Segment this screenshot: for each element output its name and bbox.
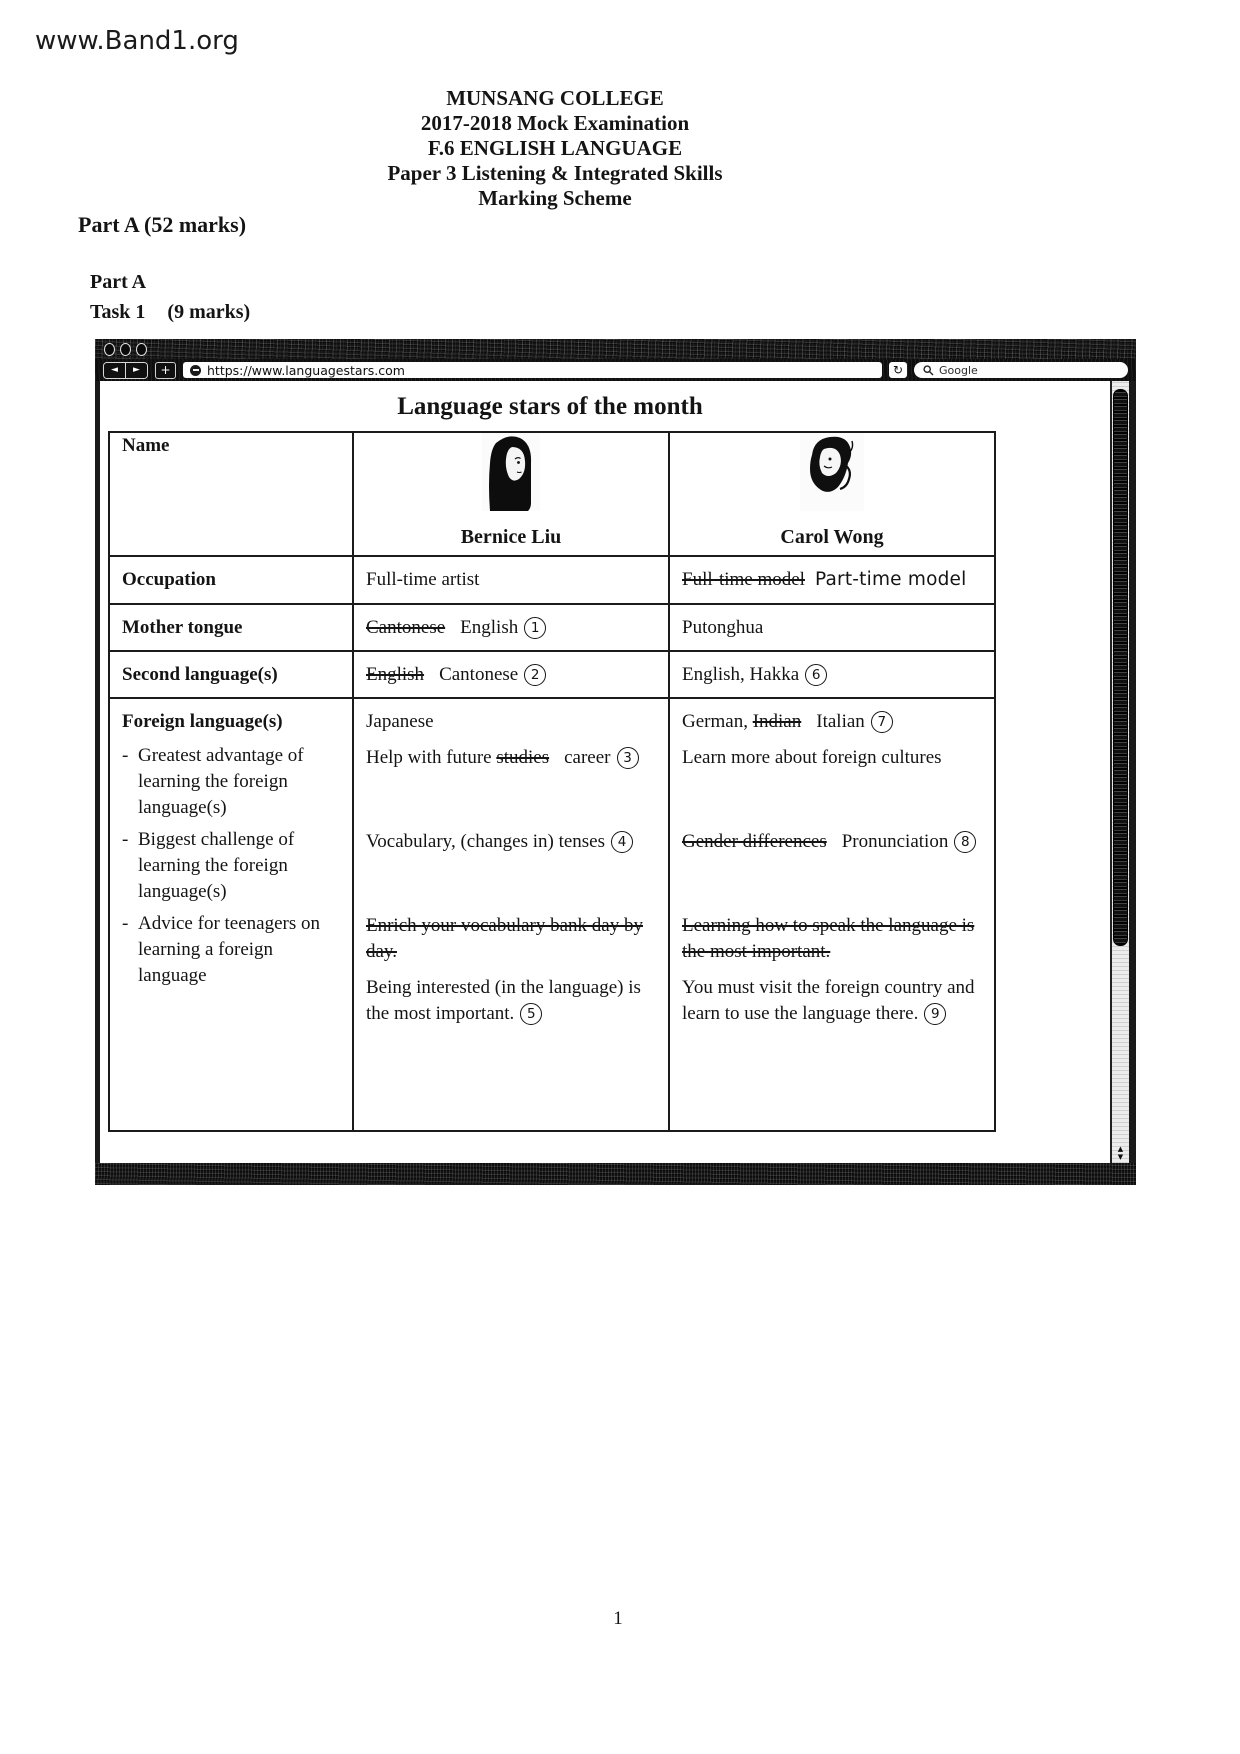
- bernice-advice: [366, 975, 656, 1027]
- school-name: MUNSANG COLLEGE: [446, 86, 664, 110]
- language-stars-table: [108, 431, 996, 1132]
- bullet-text: Biggest challenge of learning the foreign language(s): [138, 829, 295, 902]
- answer-text: You must visit the foreign country and learn to use the language there.: [682, 977, 975, 1024]
- add-bookmark-button[interactable]: +: [155, 362, 176, 379]
- answer-text: Pronunciation: [841, 831, 949, 852]
- answer-text: Cantonese: [439, 663, 519, 685]
- carol-foreign-languages: [682, 709, 982, 735]
- struck-text: Cantonese: [366, 616, 446, 638]
- search-engine-label: Google: [939, 363, 978, 377]
- answer-number: 1: [524, 617, 546, 639]
- answer-number: 7: [871, 711, 893, 733]
- carol-advice-struck: Learning how to speak the language is the most important.: [682, 915, 975, 962]
- forward-button[interactable]: ►: [125, 363, 147, 378]
- answer-number: 5: [520, 1003, 542, 1025]
- carol-advantage: Learn more about foreign cultures: [682, 747, 942, 768]
- bullet-advantage: [122, 743, 340, 821]
- scheme-name: Marking Scheme: [478, 186, 632, 210]
- bullet-dash: -: [122, 913, 129, 934]
- foreign-language-label: Foreign language(s): [122, 711, 283, 732]
- struck-text: Indian: [752, 711, 802, 732]
- table-row-mother-tongue: [109, 604, 995, 651]
- foreign-language-bernice-cell: [353, 698, 669, 1131]
- answer-number: 9: [924, 1003, 946, 1025]
- search-icon: [923, 365, 934, 376]
- bernice-photo: [482, 433, 540, 511]
- browser-window: [95, 339, 1136, 1185]
- answer-text: English, Hakka: [682, 663, 800, 685]
- mother-tongue-label: Mother tongue: [109, 604, 353, 651]
- reload-button[interactable]: ↻: [889, 362, 907, 378]
- browser-bottombar: [95, 1163, 1136, 1185]
- bernice-advice-struck: Enrich your vocabulary bank day by day.: [366, 915, 643, 962]
- subject-name: F.6 ENGLISH LANGUAGE: [427, 136, 683, 160]
- bullet-dash: -: [122, 829, 129, 850]
- answer-text: Help with future: [366, 747, 492, 768]
- search-field[interactable]: [914, 362, 1128, 378]
- bernice-advantage: [366, 745, 656, 771]
- answer-number: 4: [611, 831, 633, 853]
- window-close-button[interactable]: [104, 343, 115, 356]
- person-cell-bernice: [353, 432, 669, 556]
- bullet-text: Advice for teenagers on learning a foreign language: [138, 913, 321, 986]
- person-name: Bernice Liu: [460, 526, 562, 548]
- table-row-foreign-language: [109, 698, 995, 1131]
- foreign-language-carol-cell: [669, 698, 995, 1131]
- exam-name: 2017-2018 Mock Examination: [420, 111, 690, 135]
- watermark: www.Band1.org: [35, 26, 239, 56]
- answer-text: career: [564, 747, 611, 768]
- task-label: Task 1: [90, 301, 146, 323]
- scrollbar-thumb[interactable]: [1113, 389, 1128, 946]
- struck-text: English: [366, 663, 425, 685]
- occupation-carol: [669, 556, 995, 604]
- table-row-occupation: [109, 556, 995, 604]
- window-minimize-button[interactable]: [120, 343, 131, 356]
- answer-text: English: [460, 616, 519, 638]
- vertical-scrollbar[interactable]: [1110, 381, 1129, 1163]
- struck-text: studies: [496, 747, 550, 768]
- page-title: Language stars of the month: [397, 393, 703, 420]
- struck-text: Gender differences: [682, 831, 827, 852]
- table-row-name: [109, 432, 995, 556]
- paper-name: Paper 3 Listening & Integrated Skills: [387, 161, 723, 185]
- answer-text: Vocabulary, (changes in) tenses: [366, 831, 606, 852]
- occupation-bernice: Full-time artist: [353, 556, 669, 604]
- answer-text: German,: [682, 711, 748, 732]
- window-controls: [104, 343, 147, 356]
- site-icon: [190, 365, 201, 376]
- page-number: 1: [613, 1608, 623, 1629]
- carol-advice: [682, 975, 982, 1027]
- mother-tongue-bernice: [353, 604, 669, 651]
- person-cell-carol: [669, 432, 995, 556]
- bullet-dash: -: [122, 745, 129, 766]
- handwritten-correction: Part-time model: [814, 569, 967, 590]
- nav-button-group: [103, 362, 148, 379]
- part-a-heading: Part A (52 marks): [78, 212, 247, 237]
- browser-toolbar: [95, 359, 1136, 381]
- task-heading: [90, 301, 250, 324]
- bernice-foreign-languages: Japanese: [366, 711, 434, 732]
- scrollbar-arrows: [1112, 1145, 1129, 1161]
- second-language-bernice: [353, 651, 669, 698]
- bullet-challenge: [122, 827, 340, 905]
- answer-number: 6: [805, 664, 827, 686]
- window-zoom-button[interactable]: [136, 343, 147, 356]
- url-text: https://www.languagestars.com: [207, 362, 405, 378]
- table-row-second-language: [109, 651, 995, 698]
- bernice-challenge: [366, 829, 656, 855]
- browser-titlebar[interactable]: [95, 339, 1136, 359]
- address-bar[interactable]: [183, 362, 882, 378]
- carol-photo: [800, 433, 864, 511]
- answer-text: Being interested (in the language) is the most important.: [366, 977, 641, 1024]
- mother-tongue-carol: Putonghua: [669, 604, 995, 651]
- answer-number: 2: [524, 664, 546, 686]
- bullet-text: Greatest advantage of learning the foreign language(s): [138, 745, 304, 818]
- name-label: Name: [109, 432, 353, 556]
- second-language-label: Second language(s): [109, 651, 353, 698]
- foreign-language-label-cell: [109, 698, 353, 1131]
- answer-text: Italian: [816, 711, 865, 732]
- task-marks: (9 marks): [167, 301, 251, 323]
- document-header: [0, 86, 1110, 211]
- bullet-advice: [122, 911, 340, 989]
- scroll-up-icon[interactable]: ▲: [1117, 1145, 1124, 1153]
- struck-text: Full-time model: [682, 569, 805, 590]
- second-language-carol: [669, 651, 995, 698]
- browser-content: [95, 381, 1136, 1163]
- back-button[interactable]: ◄: [104, 363, 125, 378]
- occupation-label: Occupation: [109, 556, 353, 604]
- scroll-down-icon[interactable]: ▼: [1117, 1153, 1124, 1161]
- carol-challenge: [682, 829, 982, 855]
- person-name: Carol Wong: [780, 526, 884, 548]
- answer-number: 8: [954, 831, 976, 853]
- answer-number: 3: [617, 747, 639, 769]
- part-a-label: Part A: [90, 271, 147, 293]
